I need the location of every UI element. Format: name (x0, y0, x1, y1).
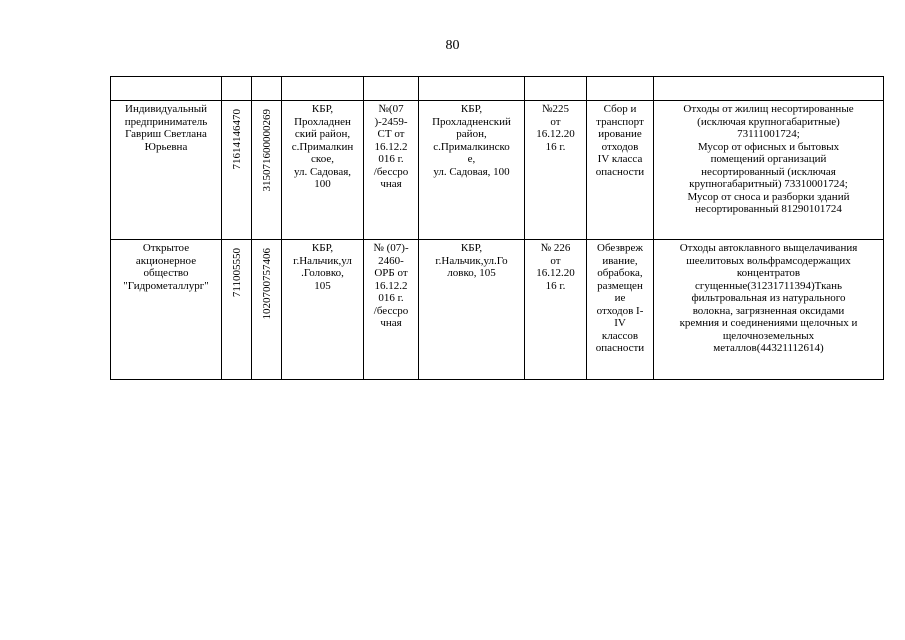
header-cell (282, 77, 364, 101)
ogrn-value: 1020700757406 (260, 248, 273, 320)
registry-table (110, 76, 884, 380)
license-cell: № (07)- 2460- ОРБ от 16.12.2 016 г. /бессро чная (364, 240, 419, 380)
table-row (111, 240, 884, 380)
header-cell (419, 77, 525, 101)
header-cell (222, 77, 252, 101)
license-cell: №(07 )-2459- СТ от 16.12.2 016 г. /бессро чная (364, 101, 419, 240)
inn-cell (222, 101, 252, 240)
inn-value: 71614146470 (230, 109, 243, 170)
waste-types-cell: Отходы автоклавного выщелачивания шеелитовых вольфрамсодержащих концентратов сгущенные(31231711394)Ткань фильтровальная из натурального волокна, загрязненная оксидами кремния и соединениями щелочных и щелочноземельных металлов(44321112614) (654, 240, 884, 380)
inn-value: 711005550 (230, 248, 243, 298)
waste-types-cell: Отходы от жилищ несортированные (исключая крупногабаритные) 73111001724; Мусор от офисных и бытовых помещений организаций несортированный (исключая крупногабаритный) 73310001724; Мусор от сноса и разборки зданий несортированный 81290101724 (654, 101, 884, 240)
ogrn-cell (252, 101, 282, 240)
activity-address-cell: КБР, Прохладненский район, с.Прималкинско е, ул. Садовая, 100 (419, 101, 525, 240)
header-cell (654, 77, 884, 101)
page-number: 80 (445, 38, 460, 53)
header-cell (252, 77, 282, 101)
activity-type-cell: Сбор и транспорт ирование отходов IV класса опасности (587, 101, 654, 240)
organization-name-cell: Индивидуальный предприниматель Гавриш Светлана Юрьевна (111, 101, 222, 240)
order-cell: №225 от 16.12.20 16 г. (525, 101, 587, 240)
organization-name-cell: Открытое акционерное общество "Гидрометаллург" (111, 240, 222, 380)
header-cell (111, 77, 222, 101)
ogrn-value: 315071600000269 (260, 109, 273, 192)
header-cell (525, 77, 587, 101)
activity-address-cell: КБР, г.Нальчик,ул.Го ловко, 105 (419, 240, 525, 380)
table-header-row (111, 77, 884, 101)
header-cell (364, 77, 419, 101)
inn-cell (222, 240, 252, 380)
legal-address-cell: КБР, г.Нальчик,ул .Головко, 105 (282, 240, 364, 380)
table-row (111, 101, 884, 240)
legal-address-cell: КБР, Прохладнен ский район, с.Прималкин ское, ул. Садовая, 100 (282, 101, 364, 240)
activity-type-cell: Обезвреж ивание, обрабока, размещен ие отходов I- IV классов опасности (587, 240, 654, 380)
ogrn-cell (252, 240, 282, 380)
header-cell (587, 77, 654, 101)
order-cell: № 226 от 16.12.20 16 г. (525, 240, 587, 380)
